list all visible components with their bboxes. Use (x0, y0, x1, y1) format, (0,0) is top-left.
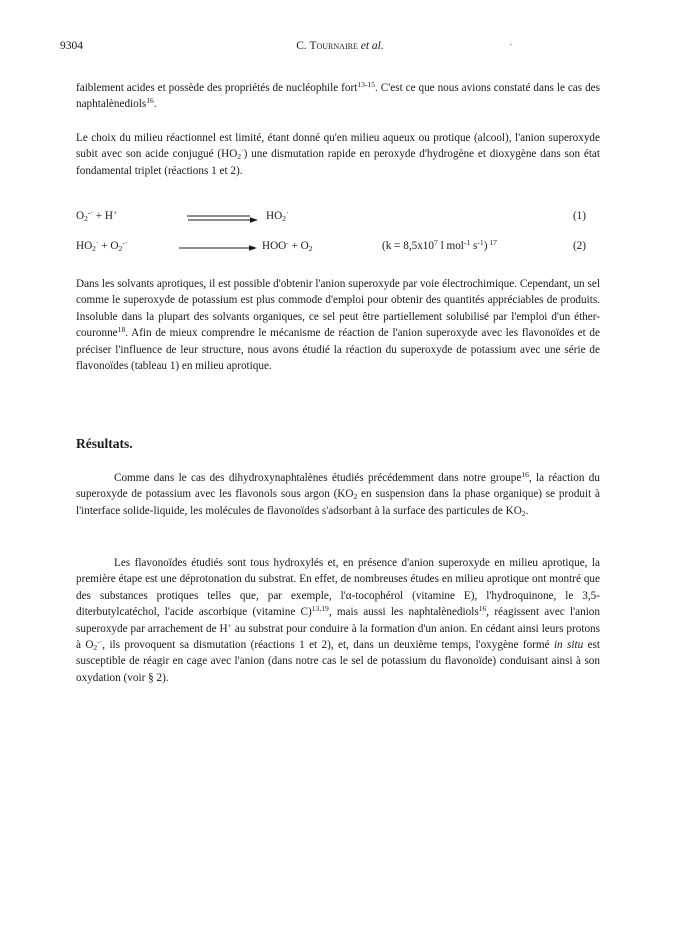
page-number: 9304 (60, 40, 83, 52)
eq2-k-ref: 17 (487, 238, 497, 247)
p1-ref-1: 13-15 (357, 80, 376, 89)
equation-1 (76, 210, 600, 228)
p5-text-4: au substrat pour conduire à la formation d'un anion. En cédant ainsi leurs protons à O (76, 622, 600, 652)
eq2-rhs-plus: + O (288, 240, 309, 252)
p1-text-3: . (153, 98, 157, 111)
paragraph-4 (76, 470, 600, 519)
eq2-k-sup-3: -1 (477, 238, 484, 247)
eq2-plus-o: + O (98, 240, 119, 252)
eq1-number: (1) (572, 210, 586, 222)
p4-sub-2: 2 (521, 508, 526, 518)
p4-text-1: Comme dans le cas des dihydroxynaphtalènes étudiés précédemment dans notre groupe (114, 472, 522, 484)
p5-sup-h: + (227, 620, 232, 630)
running-head-author: C. Tournaire (296, 40, 358, 52)
eq2-lhs-sup: · (95, 238, 99, 247)
p4-text-2: , la réaction du superoxyde de potassium avec les flavonols sous argon (KO (76, 472, 600, 501)
running-head (0, 40, 680, 52)
p1-ref-2: 16 (146, 96, 154, 106)
eq1-rhs-sub: 2 (282, 214, 286, 223)
eq2-k-sup-2: -1 (463, 238, 471, 247)
p5-in-situ: in situ (553, 639, 584, 652)
paragraph-5 (76, 555, 600, 686)
eq2-o-sub: 2 (118, 244, 123, 253)
eq2-k-text-1: (k = 8,5x10 (382, 240, 434, 252)
eq2-rhs (262, 240, 313, 252)
p1-text-2: . C'est ce que nous avions constaté dans le cas des naphtalènediols (76, 82, 600, 111)
reaction-arrow-icon (178, 241, 258, 255)
eq1-lhs-sup: -· (87, 208, 93, 217)
paragraph-3 (76, 276, 600, 374)
p3-ref: 18 (117, 325, 126, 335)
eq1-plus-h: + H (92, 210, 113, 222)
eq2-hoo-sup: - (286, 238, 289, 247)
stray-dot: · (509, 39, 513, 51)
paragraph-1 (76, 80, 600, 113)
eq2-lhs-sub: 2 (92, 244, 96, 253)
eq2-k-text-3: s (470, 240, 478, 252)
eq2-o-sup: -· (122, 238, 128, 247)
paragraph-2 (76, 130, 600, 179)
p2-sup-1: · (241, 146, 244, 156)
eq2-lhs (76, 240, 127, 252)
eq1-lhs-sub: 2 (84, 214, 88, 223)
p5-text-3: , réagissent avec l'anion superoxyde par arrachement de H (76, 606, 600, 635)
p4-sub-1: 2 (353, 492, 358, 502)
eq1-rhs-ho: HO (266, 210, 283, 222)
p2-sub-1: 2 (237, 152, 242, 162)
eq1-lhs-o: O (76, 210, 85, 222)
eq2-rhs-hoo: HOO (262, 240, 287, 252)
eq1-rhs (266, 210, 289, 222)
eq2-k-text-4: ) (483, 240, 488, 252)
section-heading-resultats: Résultats. (76, 436, 133, 451)
eq2-k-text-2: l mol (437, 240, 464, 252)
p4-ref: 16 (521, 470, 529, 479)
eq1-lhs (76, 210, 117, 222)
p4-text-3: en suspension dans la phase organique) se produit à l'interface solide-liquide, les molécules de flavonoïdes s'adsorbant à la surface des particules de KO (76, 488, 600, 517)
p5-ref-1: 13,19 (311, 604, 329, 614)
p2-text-2: ) une dismutation rapide en peroxyde d'hydrogène et dioxygène dans son état fondamental triplet (réactions 1 et 2). (76, 148, 600, 177)
p2-text-1: Le choix du milieu réactionnel est limité, étant donné qu'en milieu aqueux ou protique (alcool), l'anion superoxyde subit avec son acide conjugué (HO (76, 132, 600, 161)
p5-text-2: , mais aussi les naphtalènediols (328, 606, 479, 619)
p5-text-5: , ils provoquent sa dismutation (réactions 1 et 2), et, dans un deuxième temps, l'oxygène formé (102, 639, 554, 652)
p5-text-6: est susceptible de réagir en cage avec l'anion (dans notre cas le sel de potassium du flavonoïde) conduisant ainsi à son oxydation (voir § 2). (76, 639, 601, 684)
eq2-number: (2) (572, 240, 586, 252)
equilibrium-arrow-icon (186, 211, 260, 225)
equation-2 (76, 240, 600, 258)
eq1-rhs-sup: · (285, 208, 289, 217)
p5-sub-o: 2 (93, 643, 98, 653)
p5-ref-2: 16 (478, 604, 487, 614)
running-head-etal: et al. (360, 40, 384, 52)
p5-text-1: Les flavonoïdes étudiés sont tous hydroxylés et, en présence d'anion superoxyde en milieu aprotique, la première étape est une déprotonation du substrat. En effet, de nombreuses études en milieu aprotique ont montré que des substances protiques telles que, par exemple, l'α-tocophérol (vitamine E), l'hydroquinone, le 3,5-diterbutylcatéchol, l'acide ascorbique (vitamine C) (76, 557, 600, 619)
eq2-rate-constant (382, 240, 497, 252)
eq2-k-sup-1: 7 (434, 238, 438, 247)
p3-text-2: . Afin de mieux comprendre le mécanisme de réaction de l'anion superoxyde avec les flavonoïdes et de préciser l'influence de leur structure, nous avons étudié la réaction du superoxyde de potassium avec une série de flavonoïdes (tableau 1) en milieu aprotique. (76, 327, 600, 373)
p5-sup-o: -· (97, 637, 103, 647)
p1-text-1: faiblement acides et possède des propriétés de nucléophile fort (76, 82, 358, 94)
eq2-rhs-sub: 2 (308, 244, 313, 253)
eq1-h-sup: + (112, 208, 118, 217)
p3-text-1: Dans les solvants aprotiques, il est possible d'obtenir l'anion superoxyde par voie électrochimique. Cependant, un sel comme le superoxyde de potassium est plus commode d'emploi pour obtenir des quantités appréciables de produits. Insoluble dans la plupart des solvants organiques, ce sel peut être partiellement solubilisé par l'emploi d'un éther-couronne (76, 278, 600, 340)
eq2-lhs-ho: HO (76, 240, 93, 252)
p4-text-4: . (525, 504, 529, 517)
